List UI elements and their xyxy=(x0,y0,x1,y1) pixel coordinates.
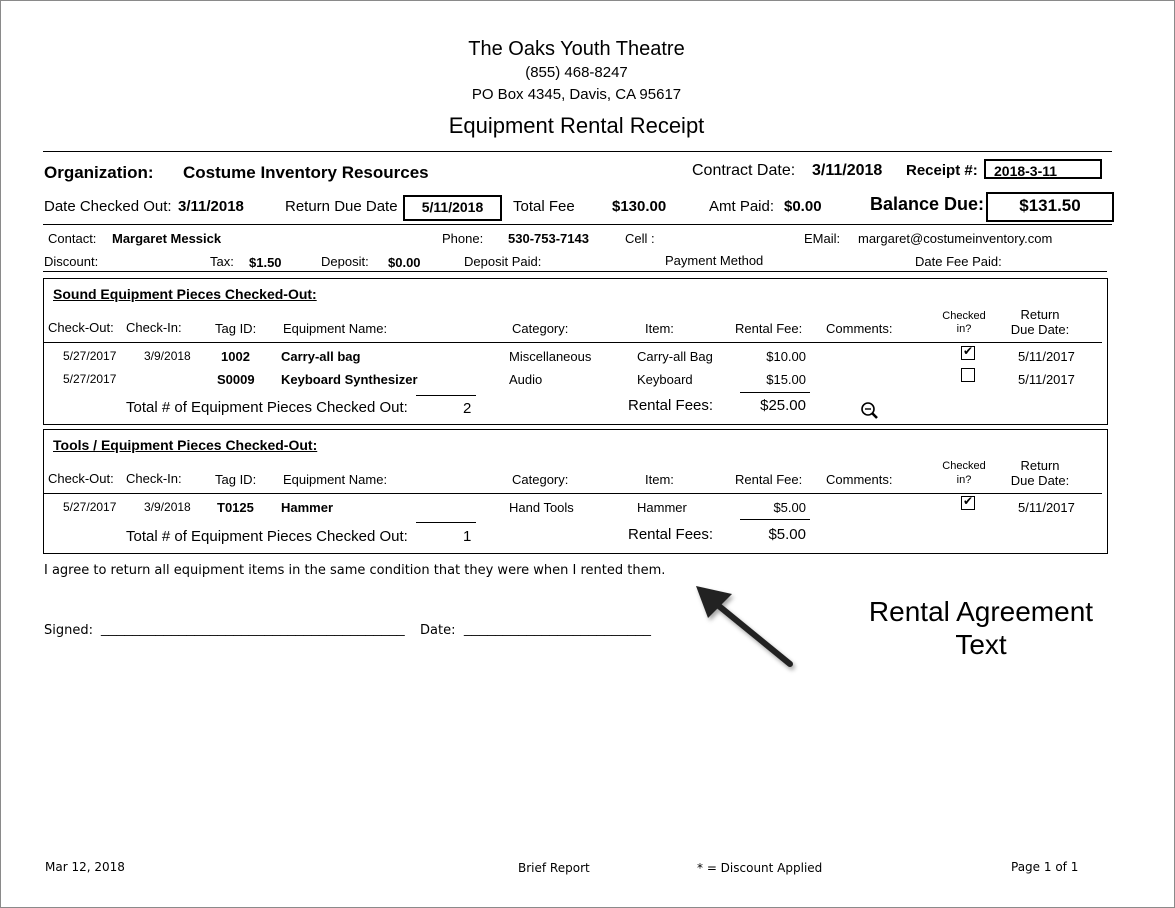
email-label: EMail: xyxy=(804,231,841,246)
checked-in-checkbox[interactable] xyxy=(961,496,975,510)
total-pieces-label: Total # of Equipment Pieces Checked Out: xyxy=(126,399,408,416)
receipt-value: 2018-3-11 xyxy=(984,159,1102,179)
date-line: ________________________ xyxy=(464,620,651,636)
rental-fees-label: Rental Fees: xyxy=(628,397,714,414)
row-equipment-name: Keyboard Synthesizer xyxy=(281,372,418,387)
row-return-due: 5/11/2017 xyxy=(1018,349,1075,364)
col-return-line2: Due Date: xyxy=(1010,473,1070,488)
contact-label: Contact: xyxy=(48,231,97,246)
col-check-out: Check-Out: xyxy=(48,320,114,335)
phone-label: Phone: xyxy=(442,231,484,246)
rental-fees-total: $5.00 xyxy=(768,526,806,543)
amt-paid-value: $0.00 xyxy=(784,198,822,215)
col-return-line1: Return xyxy=(1020,458,1060,473)
col-equipment-name: Equipment Name: xyxy=(283,321,388,336)
zoom-icon[interactable] xyxy=(859,401,881,421)
deposit-value: $0.00 xyxy=(388,255,421,270)
report-title: Equipment Rental Receipt xyxy=(448,113,705,138)
org-address: PO Box 4345, Davis, CA 95617 xyxy=(471,86,682,103)
annotation-line1: Rental Agreement xyxy=(868,596,1094,627)
row-rental-fee: $5.00 xyxy=(773,500,806,515)
col-tag-id: Tag ID: xyxy=(215,321,257,336)
section-title: Sound Equipment Pieces Checked-Out: xyxy=(53,286,317,302)
footer-date: Mar 12, 2018 xyxy=(45,860,125,874)
col-category: Category: xyxy=(512,321,569,336)
arrow-icon xyxy=(690,578,802,676)
header-divider xyxy=(43,151,1112,152)
row-check-in: 3/9/2018 xyxy=(144,349,191,363)
col-return-line1: Return xyxy=(1020,307,1060,322)
contact-divider xyxy=(43,271,1107,272)
row-check-out: 5/27/2017 xyxy=(63,349,117,363)
col-rental-fee: Rental Fee: xyxy=(735,321,803,336)
row-rental-fee: $10.00 xyxy=(766,349,806,364)
balance-due-label: Balance Due: xyxy=(870,194,985,214)
amt-paid-label: Amt Paid: xyxy=(709,198,775,215)
return-due-label: Return Due Date xyxy=(285,198,398,215)
date-checked-out-label: Date Checked Out: xyxy=(44,198,172,215)
col-checked-in-line2: in? xyxy=(956,474,972,486)
discount-label: Discount: xyxy=(44,254,99,269)
organization-value: Costume Inventory Resources xyxy=(183,163,429,182)
row-return-due: 5/11/2017 xyxy=(1018,372,1075,387)
col-header-divider xyxy=(44,342,1102,343)
phone-value: 530-753-7143 xyxy=(508,231,589,246)
email-value: margaret@costumeinventory.com xyxy=(858,231,1053,246)
col-comments: Comments: xyxy=(826,472,893,487)
col-checked-in-line1: Checked xyxy=(942,460,986,472)
col-checked-in-line1: Checked xyxy=(942,310,986,322)
contract-date-label: Contract Date: xyxy=(692,162,796,179)
row-tag-id: 1002 xyxy=(221,349,250,364)
row-item: Carry-all Bag xyxy=(637,349,713,364)
col-check-out: Check-Out: xyxy=(48,471,114,486)
total-fee-label: Total Fee xyxy=(513,198,575,215)
row-tag-id: T0125 xyxy=(217,500,254,515)
organization-label: Organization: xyxy=(44,163,154,182)
deposit-label: Deposit: xyxy=(321,254,369,269)
row-check-out: 5/27/2017 xyxy=(63,372,117,386)
row-return-due: 5/11/2017 xyxy=(1018,500,1075,515)
summary-divider xyxy=(43,224,1112,225)
col-check-in: Check-In: xyxy=(126,471,182,486)
total-pieces-label: Total # of Equipment Pieces Checked Out: xyxy=(126,528,408,545)
footer-discount-note: * = Discount Applied xyxy=(697,861,823,875)
row-category: Miscellaneous xyxy=(509,349,592,364)
agreement-text: I agree to return all equipment items in the same condition that they were when I rented them. xyxy=(44,563,666,578)
row-category: Audio xyxy=(509,372,543,387)
footer-report-type: Brief Report xyxy=(518,861,590,875)
section-title: Tools / Equipment Pieces Checked-Out: xyxy=(53,437,318,453)
date-label: Date: xyxy=(420,623,456,638)
date-checked-out-value: 3/11/2018 xyxy=(178,198,244,215)
total-pieces-count: 2 xyxy=(463,400,472,417)
col-equipment-name: Equipment Name: xyxy=(283,472,388,487)
org-name: The Oaks Youth Theatre xyxy=(468,38,685,60)
annotation-line2: Text xyxy=(955,629,1007,660)
row-equipment-name: Carry-all bag xyxy=(281,349,361,364)
col-item: Item: xyxy=(645,472,674,487)
checked-in-checkbox[interactable] xyxy=(961,346,975,360)
count-underline xyxy=(416,522,476,523)
receipt-label: Receipt #: xyxy=(906,162,978,179)
col-return-line2: Due Date: xyxy=(1010,322,1070,337)
row-check-in: 3/9/2018 xyxy=(144,500,191,514)
count-underline xyxy=(416,395,476,396)
col-checked-in-line2: in? xyxy=(956,323,972,335)
payment-method-label: Payment Method xyxy=(665,253,764,268)
col-rental-fee: Rental Fee: xyxy=(735,472,803,487)
col-header-divider xyxy=(44,493,1102,494)
row-check-out: 5/27/2017 xyxy=(63,500,117,514)
deposit-paid-label: Deposit Paid: xyxy=(464,254,542,269)
row-item: Hammer xyxy=(637,500,687,515)
row-item: Keyboard xyxy=(637,372,693,387)
total-pieces-count: 1 xyxy=(463,528,472,545)
date-fee-paid-label: Date Fee Paid: xyxy=(915,254,1002,269)
col-category: Category: xyxy=(512,472,569,487)
signed-label: Signed: xyxy=(44,623,93,638)
cell-label: Cell : xyxy=(625,231,655,246)
balance-due-value: $131.50 xyxy=(986,192,1114,222)
check-icon: ✔ xyxy=(962,344,974,358)
total-fee-value: $130.00 xyxy=(612,198,667,215)
fees-underline xyxy=(740,392,810,393)
row-tag-id: S0009 xyxy=(217,372,255,387)
org-phone: (855) 468-8247 xyxy=(525,64,628,81)
check-icon: ✔ xyxy=(962,494,974,508)
row-equipment-name: Hammer xyxy=(281,500,334,515)
col-comments: Comments: xyxy=(826,321,893,336)
signature-line: _______________________________________ xyxy=(101,620,405,636)
fees-underline xyxy=(740,519,810,520)
tax-label: Tax: xyxy=(210,254,234,269)
checked-in-checkbox[interactable] xyxy=(961,368,975,382)
row-rental-fee: $15.00 xyxy=(766,372,806,387)
tax-value: $1.50 xyxy=(249,255,282,270)
footer-page: Page 1 of 1 xyxy=(1011,860,1079,874)
col-check-in: Check-In: xyxy=(126,320,182,335)
contract-date-value: 3/11/2018 xyxy=(812,162,883,179)
return-due-value: 5/11/2018 xyxy=(403,195,502,221)
rental-fees-label: Rental Fees: xyxy=(628,526,714,543)
row-category: Hand Tools xyxy=(509,500,574,515)
col-item: Item: xyxy=(645,321,674,336)
col-tag-id: Tag ID: xyxy=(215,472,257,487)
contact-value: Margaret Messick xyxy=(112,231,222,246)
rental-fees-total: $25.00 xyxy=(760,397,806,414)
